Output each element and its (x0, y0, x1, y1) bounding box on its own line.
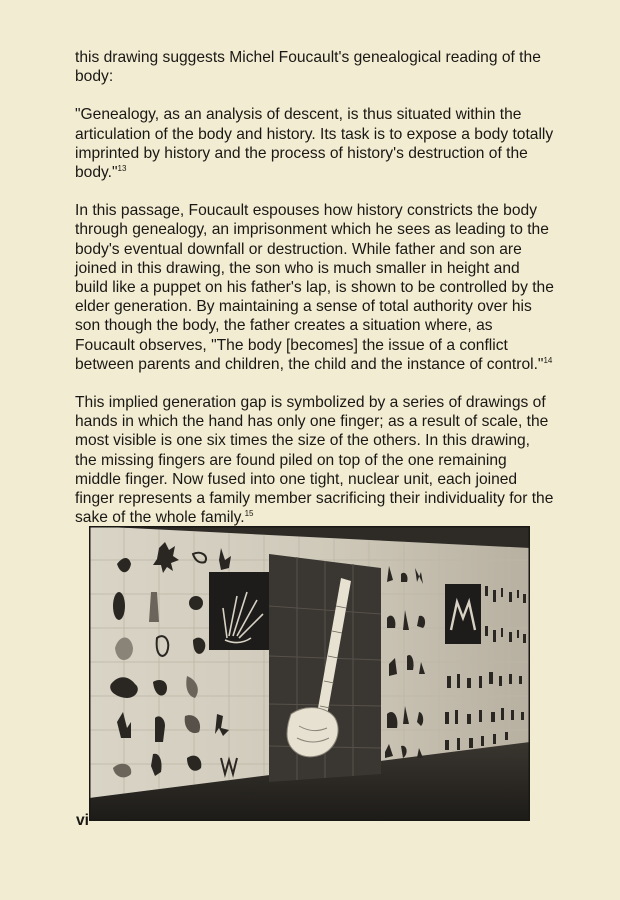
body-text (75, 48, 555, 546)
footnote-15: 15 (244, 509, 254, 519)
paragraph-3: In this passage, Foucault espouses how history constricts the body through genealogy, an imprisonment which he sees as leading to the body's eventual downfall or destruction. While father and son are joined in this drawing, the son who is much smaller in height and build like a puppet on his father's lap, is shown to be controlled by the elder generation. By maintaining a sense of total authority over his son though the body, the father creates a situation where, as Foucault observes, "The body [becomes] the issue of a conflict between parents and children, the child and the instance of control."$^{14}$ (75, 202, 554, 373)
paragraph-2-quote: "Genealogy, as an analysis of descent, is thus situated within the articulation of the body and history. Its task is to expose a body totally imprinted by history and the process of history's destruction of the body."$^{13}$ (75, 106, 554, 182)
installation-illustration (89, 526, 530, 821)
gallery-installation-photo (89, 526, 530, 821)
footnote-14: 14 (543, 355, 553, 365)
paragraph-4: This implied generation gap is symbolized by a series of drawings of hands in which the hand has only one finger; as a result of scale, the most visible is one six times the size of the others. In this drawing, the missing fingers are found piled on top of the one remaining middle finger. Now fused into one tight, nuclear unit, each joined finger represents a family member sacrificing their individuality for the sake of the whole family.$^{15}$ (75, 394, 554, 527)
paragraph-1: this drawing suggests Michel Foucault's genealogical reading of the body: (75, 49, 541, 86)
page-number: vi (76, 812, 90, 829)
large-panel (269, 554, 381, 782)
footnote-13: 13 (117, 164, 127, 174)
